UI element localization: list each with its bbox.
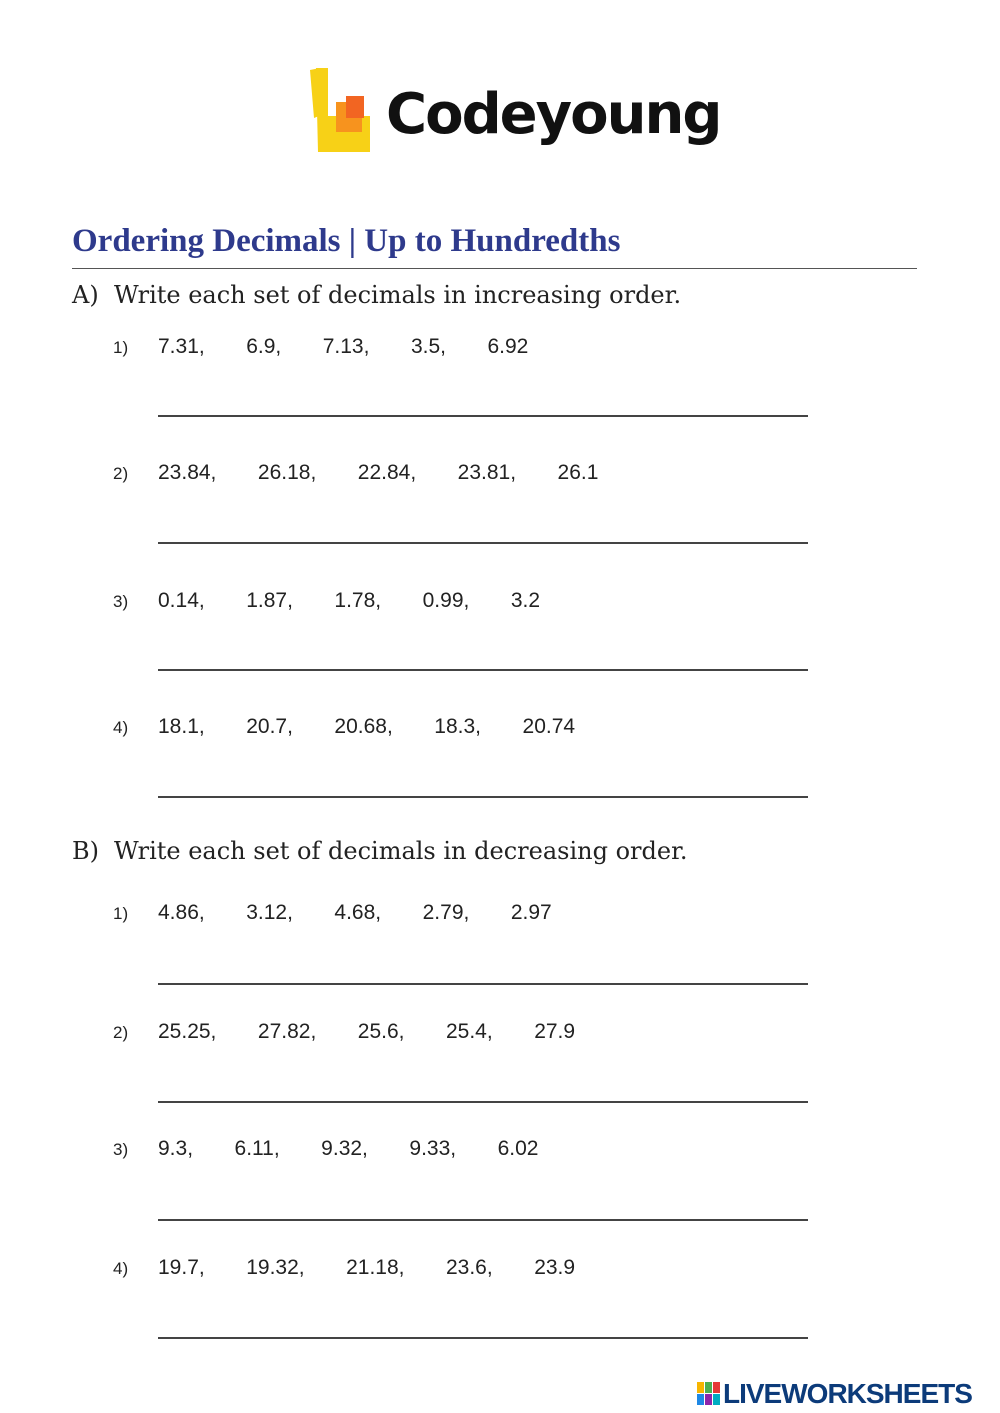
question-number: 3) — [113, 592, 129, 611]
answer-line[interactable] — [158, 669, 808, 671]
section-instruction: Write each set of decimals in increasing order. — [114, 281, 682, 309]
answer-line[interactable] — [158, 1101, 808, 1103]
answer-line[interactable] — [158, 1219, 808, 1221]
question-values: 19.7, 19.32, 21.18, 23.6, 23.9 — [158, 1256, 576, 1279]
section-letter: A) — [72, 281, 99, 309]
question-values: 9.3, 6.11, 9.32, 9.33, 6.02 — [158, 1137, 539, 1160]
brand-name: Codeyoung — [386, 82, 721, 147]
section-a-heading — [72, 280, 681, 310]
question-number: 4) — [113, 1259, 129, 1278]
question-values: 4.86, 3.12, 4.68, 2.79, 2.97 — [158, 901, 552, 924]
answer-line[interactable] — [158, 983, 808, 985]
question-number: 2) — [113, 1023, 129, 1042]
question-values: 23.84, 26.18, 22.84, 23.81, 26.1 — [158, 461, 599, 484]
question-number: 4) — [113, 718, 129, 737]
section-instruction: Write each set of decimals in decreasing order. — [114, 837, 688, 865]
question-number: 1) — [113, 338, 129, 357]
section-b-heading — [72, 836, 688, 866]
title-divider — [72, 268, 917, 269]
section-letter: B) — [72, 837, 99, 865]
worksheet-title: Ordering Decimals | Up to Hundredths — [72, 223, 621, 259]
question-values: 7.31, 6.9, 7.13, 3.5, 6.92 — [158, 335, 529, 358]
answer-line[interactable] — [158, 1337, 808, 1339]
question-values: 25.25, 27.82, 25.6, 25.4, 27.9 — [158, 1020, 576, 1043]
watermark-text: LIVEWORKSHEETS — [723, 1378, 972, 1409]
codeyoung-logo — [306, 66, 721, 166]
liveworksheets-watermark[interactable] — [697, 1378, 997, 1410]
answer-line[interactable] — [158, 542, 808, 544]
question-values: 0.14, 1.87, 1.78, 0.99, 3.2 — [158, 589, 541, 612]
liveworksheets-logo-icon — [697, 1382, 721, 1406]
answer-line[interactable] — [158, 796, 808, 798]
question-number: 3) — [113, 1140, 129, 1159]
codeyoung-logo-icon — [306, 66, 376, 156]
answer-line[interactable] — [158, 415, 808, 417]
question-number: 1) — [113, 904, 129, 923]
question-number: 2) — [113, 464, 129, 483]
question-values: 18.1, 20.7, 20.68, 18.3, 20.74 — [158, 715, 576, 738]
